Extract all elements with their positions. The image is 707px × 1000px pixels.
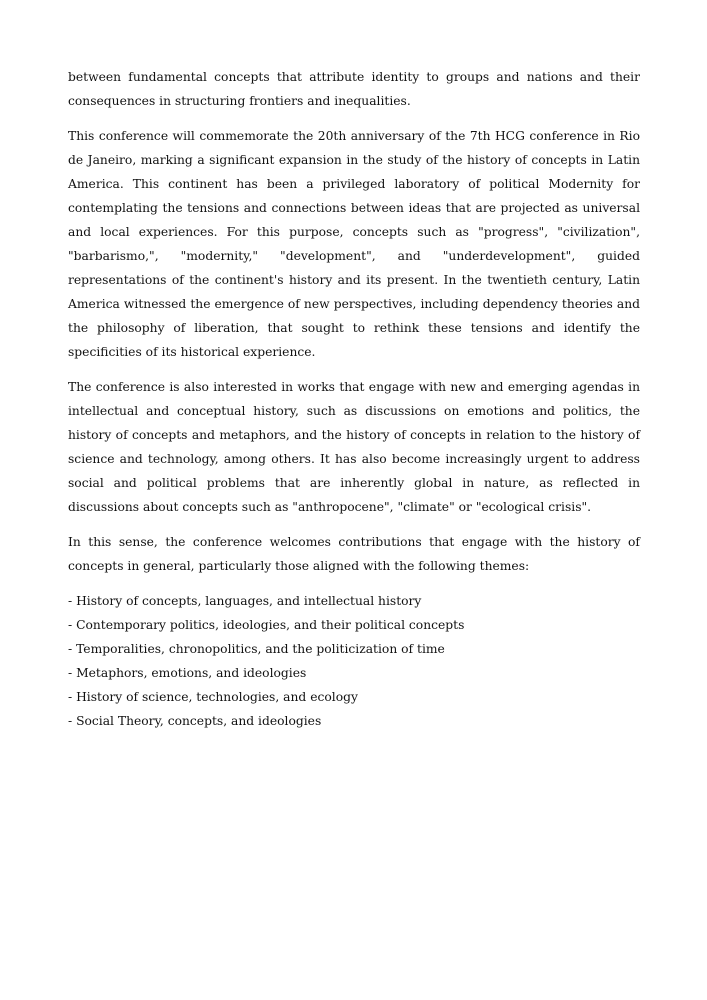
list-item: - Metaphors, emotions, and ideologies bbox=[68, 666, 307, 680]
paragraph-themes-intro: In this sense, the conference welcomes contributions that engage with the history of concepts in general, particularly those aligned with the following themes: bbox=[68, 535, 640, 573]
themes-list bbox=[68, 589, 640, 733]
list-item: - Temporalities, chronopolitics, and the politicization of time bbox=[68, 642, 445, 656]
list-item: - Contemporary politics, ideologies, and their political concepts bbox=[68, 618, 465, 632]
list-item: - History of concepts, languages, and intellectual history bbox=[68, 594, 422, 608]
list-item: - Social Theory, concepts, and ideologies bbox=[68, 714, 322, 728]
paragraph-continuation: between fundamental concepts that attribute identity to groups and nations and their consequences in structuring frontiers and inequalities. bbox=[68, 70, 640, 108]
paragraph-anniversary: This conference will commemorate the 20th anniversary of the 7th HCG conference in Rio de Janeiro, marking a significant expansion in the study of the history of concepts in Latin America. This continent has been a privileged laboratory of political Modernity for contemplating the tensions and connections between ideas that are projected as universal and local experiences. For this purpose, concepts such as "progress", "civilization", "barbarismo,", "modernity," "development", and "underdevelopment", guided representations of the continent's history and its present. In the twentieth century, Latin America witnessed the emergence of new perspectives, including dependency theories and the philosophy of liberation, that sought to rethink these tensions and identify the specificities of its historical experience. bbox=[68, 129, 640, 359]
document-page bbox=[68, 65, 640, 733]
list-item: - History of science, technologies, and ecology bbox=[68, 690, 358, 704]
paragraph-emerging-agendas: The conference is also interested in works that engage with new and emerging agendas in intellectual and conceptual history, such as discussions on emotions and politics, the history of concepts and metaphors, and the history of concepts in relation to the history of science and technology, among others. It has also become increasingly urgent to address social and political problems that are inherently global in nature, as reflected in discussions about concepts such as "anthropocene", "climate" or "ecological crisis". bbox=[68, 380, 640, 514]
